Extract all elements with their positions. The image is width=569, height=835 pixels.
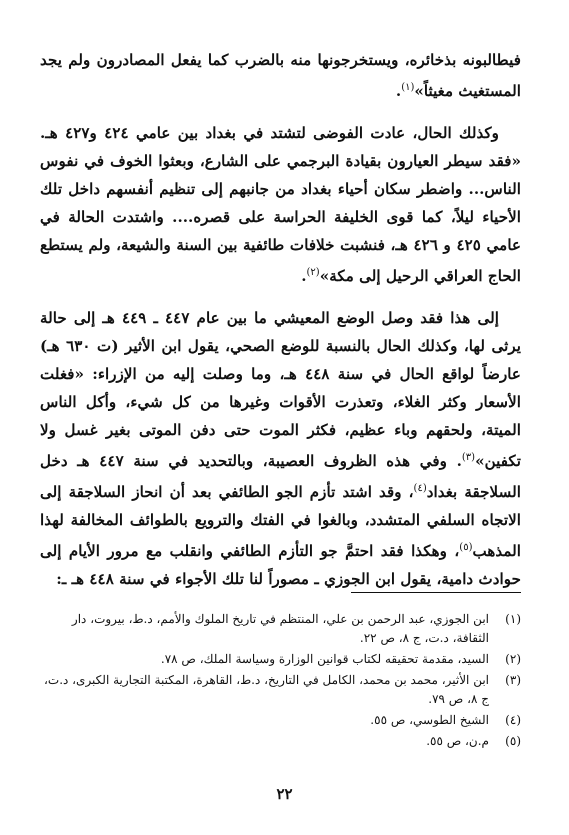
main-text	[40, 46, 521, 607]
paragraph-2-text: وكذلك الحال، عادت الفوضى لتشتد في بغداد بين عامي ٤٢٤ و٤٢٧ هـ. «فقد سيطر العيارون بقيادة البرجمي على الشارع، وبعثوا الخوف في نفوس الناس... واضطر سكان أحياء بغداد من جانبهم إلى تنظيم أنفسهم داخل تلك الأحياء ليلاً، كما قوى الخليفة الحراسة على قصره.... واشتدت الحالة في عامي ٤٢٥ و ٤٢٦ هـ، فنشبت خلافات طائفية بين السنة والشيعة، ولم يستطع الحاج العراقي الرحيل إلى مكة»	[40, 124, 522, 286]
footnote-3	[40, 671, 521, 709]
paragraph-2-tail: .	[301, 267, 307, 286]
paragraph-3-seg-1: إلى هذا فقد وصل الوضع المعيشي ما بين عام ٤٤٧ ـ ٤٤٩ هـ إلى حالة يرثى لها، وكذلك الحال بالنسبة للوضع الصحي، يقول ابن الأثير (ت ٦٣٠ هـ) عارضاً لواقع الحال في سنة ٤٤٨ هـ، وما وصلت إليه من الإزراء: «فغلت الأسعار وكثر الغلاء، وتعذرت الأقوات وغيرها من كل شيء، وأكل الناس الميتة، ولحقهم وباء عظيم، فكثر الموت حتى دفن الموتى بغير غسل ولا تكفين»	[40, 309, 522, 471]
footnote-number: (٣)	[505, 673, 521, 687]
footnote-number: (١)	[505, 612, 521, 626]
paragraph-3-seg-3: ، وقد اشتد تأزم الجو الطائفي بعد أن انحاز السلاجقة إلى الاتجاه السلفي المتشدد، وبالغوا في الفتك والترويع بالطوائف المخالفة لهذا المذهب	[40, 483, 521, 561]
footnotes	[40, 610, 521, 753]
footnote-number: (٥)	[505, 734, 521, 748]
page-number: ٢٢	[276, 785, 293, 803]
footnote-2	[40, 650, 521, 669]
paragraph-1	[40, 46, 521, 105]
footnote-4	[40, 711, 521, 730]
footnote-text: ابن الأثير، محمد بن محمد، الكامل في التاريخ، د.ط، القاهرة، المكتبة التجارية الكبرى، د.ت، ج ٨، ص ٧٩.	[44, 673, 489, 706]
footnote-number: (٤)	[505, 713, 521, 727]
paragraph-1-text: فيطالبونه بذخائره، ويستخرجونها منه بالضرب كما يفعل المصادرون ولم يجد المستغيث مغيثاً»	[40, 51, 521, 101]
footnote-text: السيد، مقدمة تحقيقه لكتاب قوانين الوزارة وسياسة الملك، ص ٧٨.	[160, 652, 489, 666]
paragraph-3-seg-4: ، وهكذا فقد احتمَّ جو التأزم الطائفي وانقلب مع مرور الأيام إلى حوادث دامية، يقول ابن الجوزي ـ مصوراً لنا تلك الأجواء في سنة ٤٤٨ هـ ـ:	[40, 542, 521, 589]
paragraph-2	[40, 119, 521, 290]
paragraph-3	[40, 304, 521, 593]
footnote-1	[40, 610, 521, 648]
footnote-text: م.ن، ص ٥٥.	[426, 734, 489, 748]
footnote-5	[40, 732, 521, 751]
footnote-ref-1: (١)	[401, 82, 415, 93]
footnote-text: ابن الجوزي، عبد الرحمن بن علي، المنتظم في تاريخ الملوك والأمم، د.ط، بيروت، دار الثقافة، د.ت، ج ٨، ص ٢٢.	[71, 612, 489, 645]
footnote-ref-2: (٢)	[306, 267, 320, 279]
footnote-separator	[351, 592, 521, 593]
footnote-ref-4: (٤)	[413, 483, 427, 495]
footnote-text: الشيخ الطوسي، ص ٥٥.	[370, 713, 489, 727]
paragraph-3-seg-2: . وفي هذه الظروف العصيبة، وبالتحديد في سنة ٤٤٧ هـ دخل السلاجقة بغداد	[40, 452, 521, 502]
footnote-ref-5: (٥)	[459, 542, 473, 554]
footnote-number: (٢)	[505, 652, 521, 666]
footnote-ref-3: (٣)	[461, 452, 476, 464]
paragraph-1-tail: .	[395, 82, 402, 101]
